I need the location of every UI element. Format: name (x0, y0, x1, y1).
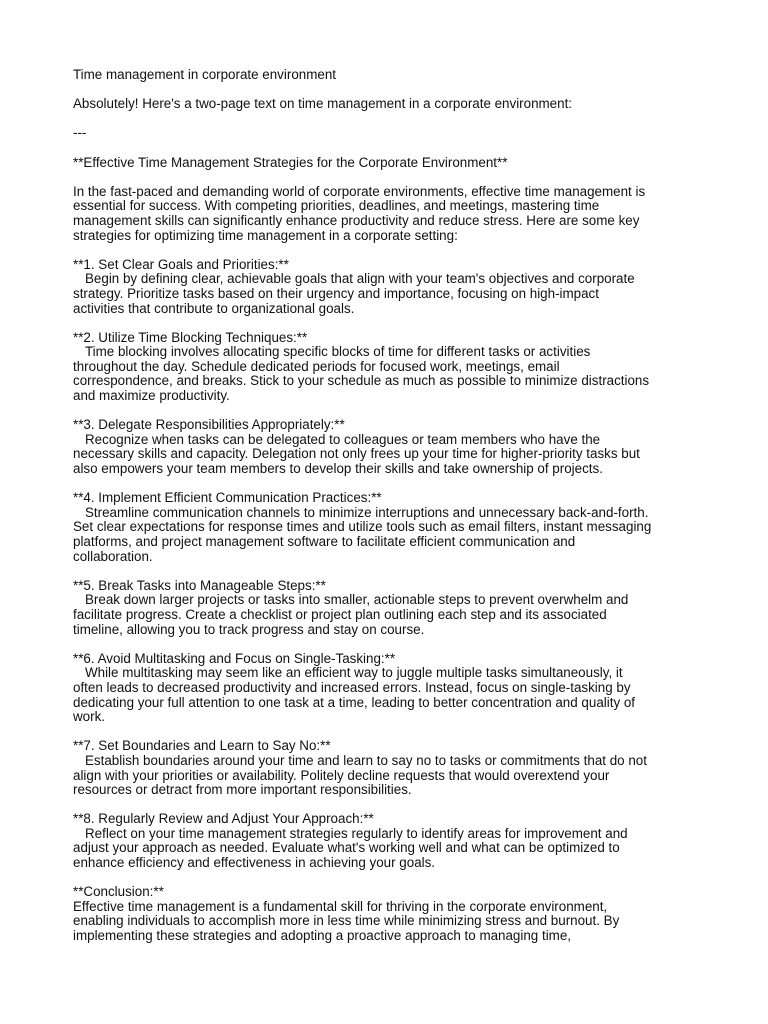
paragraph-line: Break down larger projects or tasks into smaller, actionable steps to prevent overwhelm and (85, 592, 629, 608)
section-title: **4. Implement Efficient Communication Practices:** (73, 490, 382, 506)
paragraph-line: platforms, and project management software to facilitate efficient communication and (73, 534, 576, 549)
paragraph-line: align with your priorities or availability. Politely decline requests that would overextend your (73, 767, 610, 783)
paragraph-line: Reflect on your time management strategies regularly to identify areas for improvement and (85, 825, 628, 841)
paragraph-line: timeline, allowing you to track progress and stay on course. (73, 621, 425, 637)
paragraph-line: implementing these strategies and adopting a proactive approach to managing time, (73, 928, 571, 944)
section-title: **6. Avoid Multitasking and Focus on Single-Tasking:** (73, 650, 396, 666)
paragraph-line: enabling individuals to accomplish more in less time while minimizing stress and burnout. By (73, 913, 620, 929)
section-7 (73, 739, 703, 797)
document-page (73, 68, 703, 944)
paragraph-line: and maximize productivity. (73, 388, 230, 404)
paragraph-line: strategies for optimizing time management in a corporate setting: (73, 227, 458, 243)
paragraph-line: Establish boundaries around your time and learn to say no to tasks or commitments that do not (85, 752, 647, 768)
paragraph-line: necessary skills and capacity. Delegation not only frees up your time for higher-priority tasks but (73, 446, 640, 462)
conclusion-section (73, 885, 703, 943)
section-5 (73, 579, 703, 637)
paragraph-line: Time blocking involves allocating specific blocks of time for different tasks or activities (85, 344, 591, 360)
paragraph-line: also empowers your team members to develop their skills and take ownership of projects. (73, 461, 603, 477)
paragraph-line: essential for success. With competing priorities, deadlines, and meetings, mastering time (73, 198, 600, 214)
paragraph-line: Streamline communication channels to minimize interruptions and unnecessary back-and-forth. (85, 504, 649, 520)
paragraph-line: Effective time management is a fundamental skill for thriving in the corporate environment, (73, 898, 608, 914)
paragraph-line: adjust your approach as needed. Evaluate what's working well and what can be optimized to (73, 840, 620, 856)
section-6 (73, 652, 703, 725)
paragraph-line: collaboration. (73, 548, 153, 564)
paragraph-line: enhance efficiency and effectiveness in achieving your goals. (73, 855, 436, 871)
section-3 (73, 418, 703, 476)
section-title: **1. Set Clear Goals and Priorities:** (73, 256, 289, 272)
section-4 (73, 491, 703, 564)
section-8 (73, 812, 703, 870)
paragraph-line: activities that contribute to organizational goals. (73, 300, 355, 316)
paragraph-line: management skills can significantly enhance productivity and reduce stress. Here are some key (73, 212, 640, 228)
intro-line: Absolutely! Here's a two-page text on time management in a corporate environment: (73, 96, 573, 112)
paragraph-line: dedicating your full attention to one task at a time, leading to better concentration and quality of (73, 694, 636, 710)
section-1 (73, 258, 703, 316)
opening-paragraph (73, 185, 703, 243)
paragraph-line: often leads to decreased productivity and increased errors. Instead, focus on single-tasking by (73, 679, 631, 695)
section-title: **3. Delegate Responsibilities Appropriately:** (73, 417, 345, 433)
paragraph-line: facilitate progress. Create a checklist or project plan outlining each step and its associated (73, 606, 607, 622)
section-title: **Conclusion:** (73, 884, 164, 900)
document-title: Time management in corporate environment (73, 67, 336, 82)
paragraph-line: resources or detract from more important responsibilities. (73, 782, 412, 798)
section-title: **5. Break Tasks into Manageable Steps:** (73, 577, 326, 593)
section-2 (73, 331, 703, 404)
paragraph-line: While multitasking may seem like an efficient way to juggle multiple tasks simultaneously, it (85, 665, 623, 681)
paragraph-line: Begin by defining clear, achievable goals that align with your team's objectives and corporate (85, 271, 635, 287)
section-title: **7. Set Boundaries and Learn to Say No:** (73, 738, 331, 754)
separator: --- (73, 125, 87, 141)
paragraph-line: throughout the day. Schedule dedicated periods for focused work, meetings, email (73, 358, 560, 374)
paragraph-line: correspondence, and breaks. Stick to your schedule as much as possible to minimize distractions (73, 373, 650, 389)
document-heading: **Effective Time Management Strategies for the Corporate Environment** (73, 154, 508, 170)
section-title: **8. Regularly Review and Adjust Your Approach:** (73, 811, 374, 827)
paragraph-line: work. (73, 709, 105, 725)
paragraph-line: In the fast-paced and demanding world of corporate environments, effective time management is (73, 183, 646, 199)
section-title: **2. Utilize Time Blocking Techniques:** (73, 329, 308, 345)
paragraph-line: Set clear expectations for response times and utilize tools such as email filters, instant messaging (73, 519, 652, 535)
paragraph-line: strategy. Prioritize tasks based on their urgency and importance, focusing on high-impact (73, 285, 599, 301)
paragraph-line: Recognize when tasks can be delegated to colleagues or team members who have the (85, 431, 601, 447)
